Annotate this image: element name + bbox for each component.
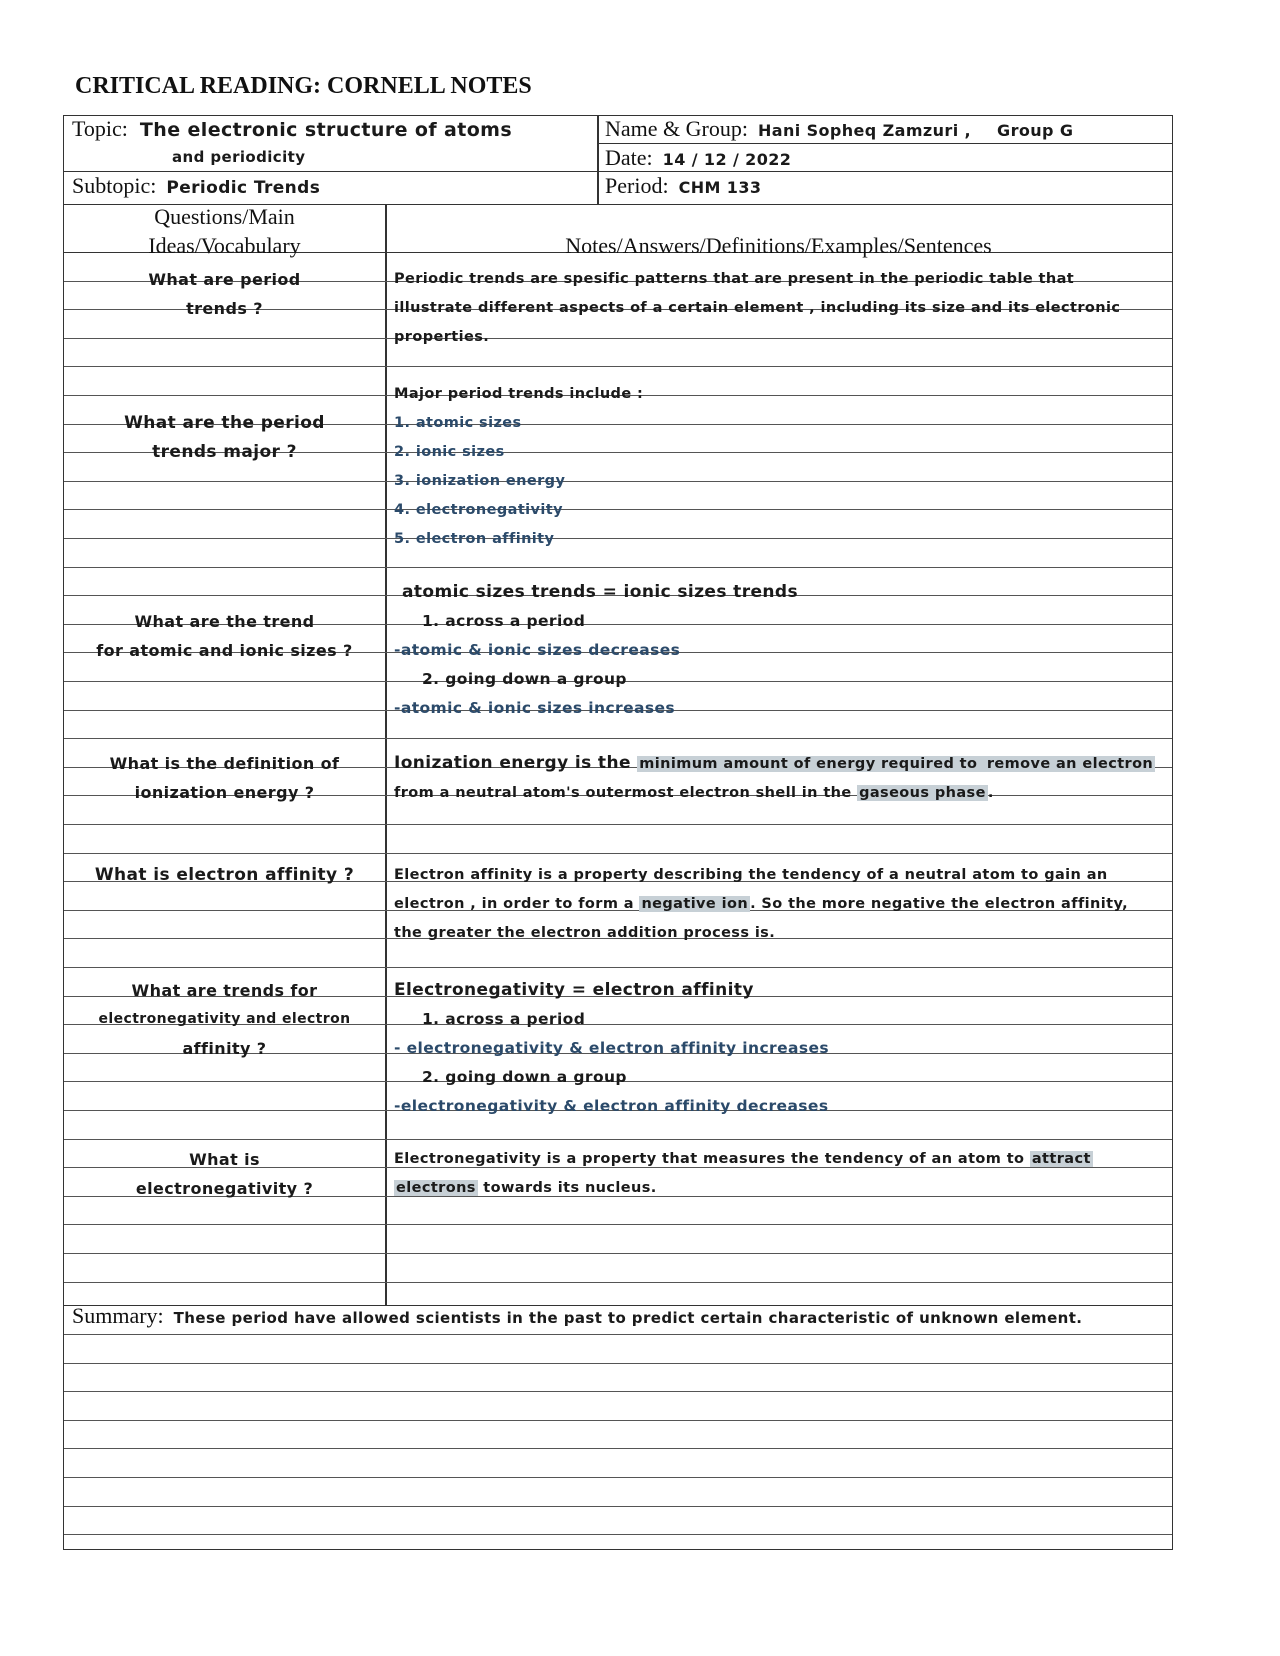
header-table xyxy=(63,115,1173,205)
list-item: 2. ionic sizes xyxy=(394,444,505,460)
topic-value-line1: The electronic structure of atoms xyxy=(139,119,513,141)
questions-header-line2: Ideas/Vocabulary xyxy=(148,233,301,258)
note-electron-affinity xyxy=(394,861,1128,948)
question-line: electronegativity ? xyxy=(135,1179,314,1198)
group-value: Group G xyxy=(997,121,1074,140)
text-span: Electronegativity is a property that measures the tendency of an atom to xyxy=(394,1151,1030,1167)
question-ionization-energy xyxy=(64,749,385,807)
summary-label: Summary: xyxy=(72,1303,164,1328)
date-value: 14 / 12 / 2022 xyxy=(662,150,792,169)
notes-section xyxy=(63,205,1173,1305)
note-electronegativity xyxy=(394,1145,1093,1203)
questions-header-line1: Questions/Main xyxy=(154,204,295,229)
page-title: CRITICAL READING: CORNELL NOTES xyxy=(75,73,532,99)
question-electronegativity xyxy=(64,1145,385,1203)
period-value: CHM 133 xyxy=(678,178,762,197)
note-line xyxy=(394,1174,1093,1203)
question-line: trends major ? xyxy=(152,442,297,462)
question-line: What are trends for xyxy=(131,981,318,1000)
subtopic-value: Periodic Trends xyxy=(166,178,321,198)
note-line xyxy=(394,1145,1093,1174)
note-line: Electronegativity = electron affinity xyxy=(394,980,754,1000)
note-line: properties. xyxy=(394,329,490,345)
note-line: 2. going down a group xyxy=(422,670,627,688)
note-ionization-energy xyxy=(394,749,1155,808)
period-label: Period: xyxy=(605,173,669,198)
note-line xyxy=(394,890,1128,919)
date-label: Date: xyxy=(605,145,653,170)
note-line: - electronegativity & electron affinity increases xyxy=(394,1039,830,1057)
ruled-line xyxy=(64,1391,1172,1392)
ruled-line xyxy=(64,567,1172,568)
ruled-line xyxy=(64,1363,1172,1364)
question-line: What is the definition of xyxy=(109,754,340,773)
list-item: 5. electron affinity xyxy=(394,531,555,547)
note-line xyxy=(394,779,1155,808)
question-atomic-ionic-sizes xyxy=(64,607,385,665)
highlight-span: minimum amount of energy required to xyxy=(639,756,983,772)
ruled-line xyxy=(64,1224,1172,1225)
question-major-trends xyxy=(64,409,385,467)
ruled-line xyxy=(64,366,1172,367)
topic-label: Topic: xyxy=(72,116,128,141)
ruled-line xyxy=(64,1534,1172,1535)
note-line: 1. across a period xyxy=(422,612,586,630)
ruled-line xyxy=(64,1253,1172,1254)
note-line: illustrate different aspects of a certain element , including its size and its electronic xyxy=(394,300,1121,316)
text-span: . xyxy=(987,785,994,801)
question-line: for atomic and ionic sizes ? xyxy=(96,641,353,660)
note-line: Electron affinity is a property describing the tendency of a neutral atom to gain an xyxy=(394,867,1108,883)
ruled-line xyxy=(64,1420,1172,1421)
highlight-span: negative ion xyxy=(641,896,749,912)
subtopic-label: Subtopic: xyxy=(72,173,157,198)
ruled-line xyxy=(64,1282,1172,1283)
note-line: 2. going down a group xyxy=(422,1068,627,1086)
question-line: trends ? xyxy=(186,299,263,318)
highlight-span: gaseous phase xyxy=(859,785,986,801)
question-line: electronegativity and electron xyxy=(98,1011,351,1027)
question-line: What are the period xyxy=(124,413,325,433)
ruled-line xyxy=(64,738,1172,739)
name-group-field xyxy=(605,116,1073,142)
highlight-span: attract xyxy=(1031,1151,1091,1167)
text-span: Ionization energy is the xyxy=(394,753,638,773)
note-line: -atomic & ionic sizes increases xyxy=(394,699,676,717)
list-item: 4. electronegativity xyxy=(394,502,563,518)
period-field xyxy=(605,173,761,199)
subtopic-field xyxy=(72,173,320,199)
name-label: Name & Group: xyxy=(605,116,748,141)
summary-section xyxy=(63,1305,1173,1550)
summary-text: These period have allowed scientists in the past to predict certain characteristic of unknown element. xyxy=(173,1309,1083,1327)
question-line: What are period xyxy=(148,270,301,289)
question-line: What is xyxy=(189,1150,260,1169)
ruled-line xyxy=(64,824,1172,825)
note-line: 1. across a period xyxy=(422,1010,586,1028)
text-span: electron , in order to form a xyxy=(394,896,640,912)
notes-column-header: Notes/Answers/Definitions/Examples/Sentences xyxy=(565,233,992,258)
questions-column-header xyxy=(64,202,385,260)
question-line: affinity ? xyxy=(182,1039,267,1058)
ruled-line xyxy=(64,1506,1172,1507)
text-span: towards its nucleus. xyxy=(477,1180,657,1196)
question-en-ea-trends xyxy=(64,976,385,1063)
date-field xyxy=(605,145,791,171)
note-line: Periodic trends are spesific patterns that are present in the periodic table that xyxy=(394,271,1075,287)
note-en-ea-trends xyxy=(394,976,829,1121)
note-major-trends xyxy=(394,380,643,554)
note-line xyxy=(394,749,1155,779)
list-item: 1. atomic sizes xyxy=(394,415,522,431)
topic-value-line2: and periodicity xyxy=(172,148,306,166)
column-divider xyxy=(385,205,387,1305)
name-value: Hani Sopheq Zamzuri , xyxy=(757,121,972,140)
question-electron-affinity xyxy=(64,861,385,890)
ruled-line xyxy=(64,1477,1172,1478)
ruled-line xyxy=(64,1139,1172,1140)
text-span: from a neutral atom's outermost electron shell in the xyxy=(394,785,858,801)
highlight-span: electrons xyxy=(396,1180,476,1196)
note-line: -electronegativity & electron affinity decreases xyxy=(394,1097,829,1115)
note-line: Major period trends include : xyxy=(394,386,644,402)
note-size-trends xyxy=(394,578,798,723)
note-line: atomic sizes trends = ionic sizes trends xyxy=(402,582,799,602)
topic-field xyxy=(72,116,512,142)
ruled-line xyxy=(64,1334,1172,1335)
question-line: ionization energy ? xyxy=(134,783,315,802)
ruled-line xyxy=(64,853,1172,854)
highlight-span: remove an electron xyxy=(986,756,1154,772)
list-item: 3. ionization energy xyxy=(394,473,566,489)
note-line: the greater the electron addition process is. xyxy=(394,925,776,941)
ruled-line xyxy=(64,967,1172,968)
question-line: What is electron affinity ? xyxy=(94,865,355,885)
question-periodic-trends xyxy=(64,265,385,323)
ruled-line xyxy=(64,1448,1172,1449)
note-periodic-trends xyxy=(394,265,1120,352)
question-line: What are the trend xyxy=(134,612,315,631)
note-line: -atomic & ionic sizes decreases xyxy=(394,641,681,659)
text-span: . So the more negative the electron affinity, xyxy=(750,896,1129,912)
summary-line xyxy=(72,1303,1082,1329)
